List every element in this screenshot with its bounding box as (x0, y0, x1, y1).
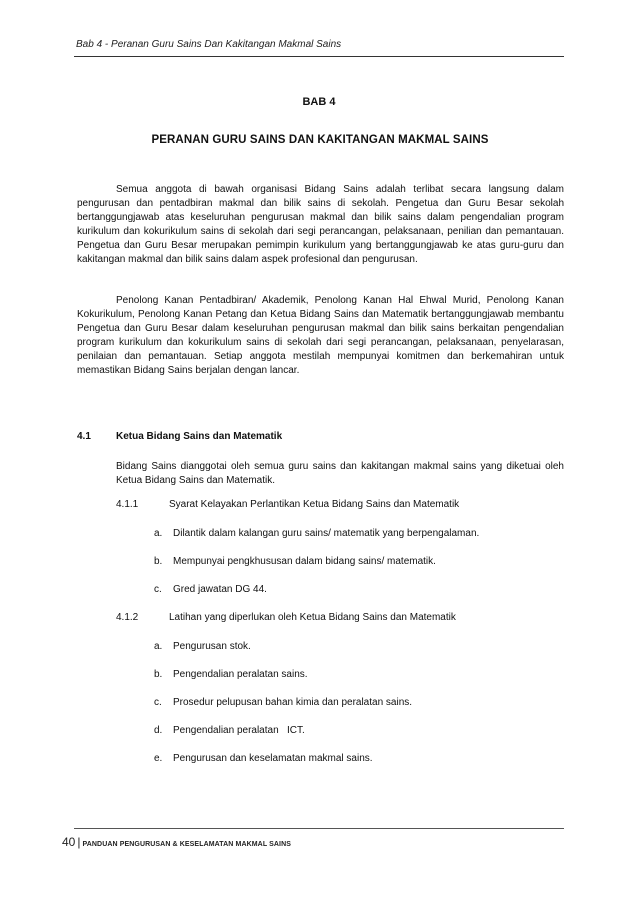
list-marker: c. (154, 584, 162, 595)
list-marker: b. (154, 556, 163, 567)
list-item-text: Dilantik dalam kalangan guru sains/ matematik yang berpengalaman. (173, 528, 480, 539)
list-marker: d. (154, 725, 163, 736)
list-item-text: Gred jawatan DG 44. (173, 584, 267, 595)
section-intro: Bidang Sains dianggotai oleh semua guru sains dan kakitangan makmal sains yang diketuai oleh Ketua Bidang Sains dan Matematik. (116, 461, 564, 486)
section-title: Ketua Bidang Sains dan Matematik (116, 431, 283, 442)
footer-separator: | (77, 835, 81, 849)
list-item (154, 725, 305, 736)
chapter-number: BAB 4 (302, 96, 336, 108)
list-item-text: Pengurusan dan keselamatan makmal sains. (173, 753, 373, 764)
list-item-text: Prosedur pelupusan bahan kimia dan peralatan sains. (173, 697, 413, 708)
page-footer (62, 833, 291, 851)
header-rule (74, 56, 564, 57)
list-item-text: Pengendalian peralatan sains. (173, 669, 308, 680)
list-item-text: Pengendalian peralatan ICT. (173, 725, 305, 736)
list-item-text: Pengurusan stok. (173, 641, 251, 652)
list-marker: a. (154, 641, 163, 652)
subsection-title: Syarat Kelayakan Perlantikan Ketua Bidang Sains dan Matematik (169, 499, 460, 510)
list-item (154, 753, 373, 764)
list-item (154, 584, 267, 595)
subsection-title: Latihan yang diperlukan oleh Ketua Bidang Sains dan Matematik (169, 612, 456, 623)
list-item (154, 641, 251, 652)
list-marker: c. (154, 697, 162, 708)
chapter-title: PERANAN GURU SAINS DAN KAKITANGAN MAKMAL SAINS (151, 134, 489, 146)
footer-rule (74, 828, 564, 829)
list-marker: e. (154, 753, 163, 764)
list-item (154, 697, 412, 708)
list-item (154, 556, 436, 567)
subsection-number: 4.1.2 (116, 612, 139, 623)
body-paragraph: Semua anggota di bawah organisasi Bidang Sains adalah terlibat secara langsung dalam pengurusan dan pentadbiran makmal dan bilik sains di sekolah. Pengetua dan Guru Besar sekolah bertanggungjawab atas keseluruhan pengurusan makmal dan bilik sains dalam pengendalian program kurikulum dan kokurikulum sains di sekolah dari segi perancangan, pelaksanaan, penilian dan pemantauan. Pengetua dan Guru Besar merupakan pemimpin kurikulum yang bertanggungjawab ke atas guru-guru dan kakitangan makmal dan bilik sains dalam aspek profesional dan pengurusan. (77, 184, 564, 265)
list-item-text: Mempunyai pengkhususan dalam bidang sains/ matematik. (173, 556, 436, 567)
list-marker: b. (154, 669, 163, 680)
list-marker: a. (154, 528, 163, 539)
footer-title: PANDUAN PENGURUSAN & KESELAMATAN MAKMAL SAINS (82, 841, 292, 848)
running-header: Bab 4 - Peranan Guru Sains Dan Kakitangan Makmal Sains (76, 39, 342, 50)
body-paragraph: Penolong Kanan Pentadbiran/ Akademik, Penolong Kanan Hal Ehwal Murid, Penolong Kanan Kokurikulum, Penolong Kanan Petang dan Ketua Bidang Sains dan Matematik bertanggungjawab membantu Pengetua dan Guru Besar dalam keseluruhan pengurusan makmal dan bilik sains berkaitan pengendalian program kurikulum dan kokurikulum sains di sekolah dari segi perancangan, pelaksanaan, penyelarasan, penilaian dan pemantauan. Setiap anggota mestilah mempunyai komitmen dan berkemahiran untuk memastikan Bidang Sains berjalan dengan lancar. (77, 295, 564, 376)
section-number: 4.1 (77, 431, 91, 442)
list-item (154, 669, 308, 680)
list-item (154, 528, 479, 539)
page-number: 40 (62, 835, 76, 849)
subsection-number: 4.1.1 (116, 499, 139, 510)
